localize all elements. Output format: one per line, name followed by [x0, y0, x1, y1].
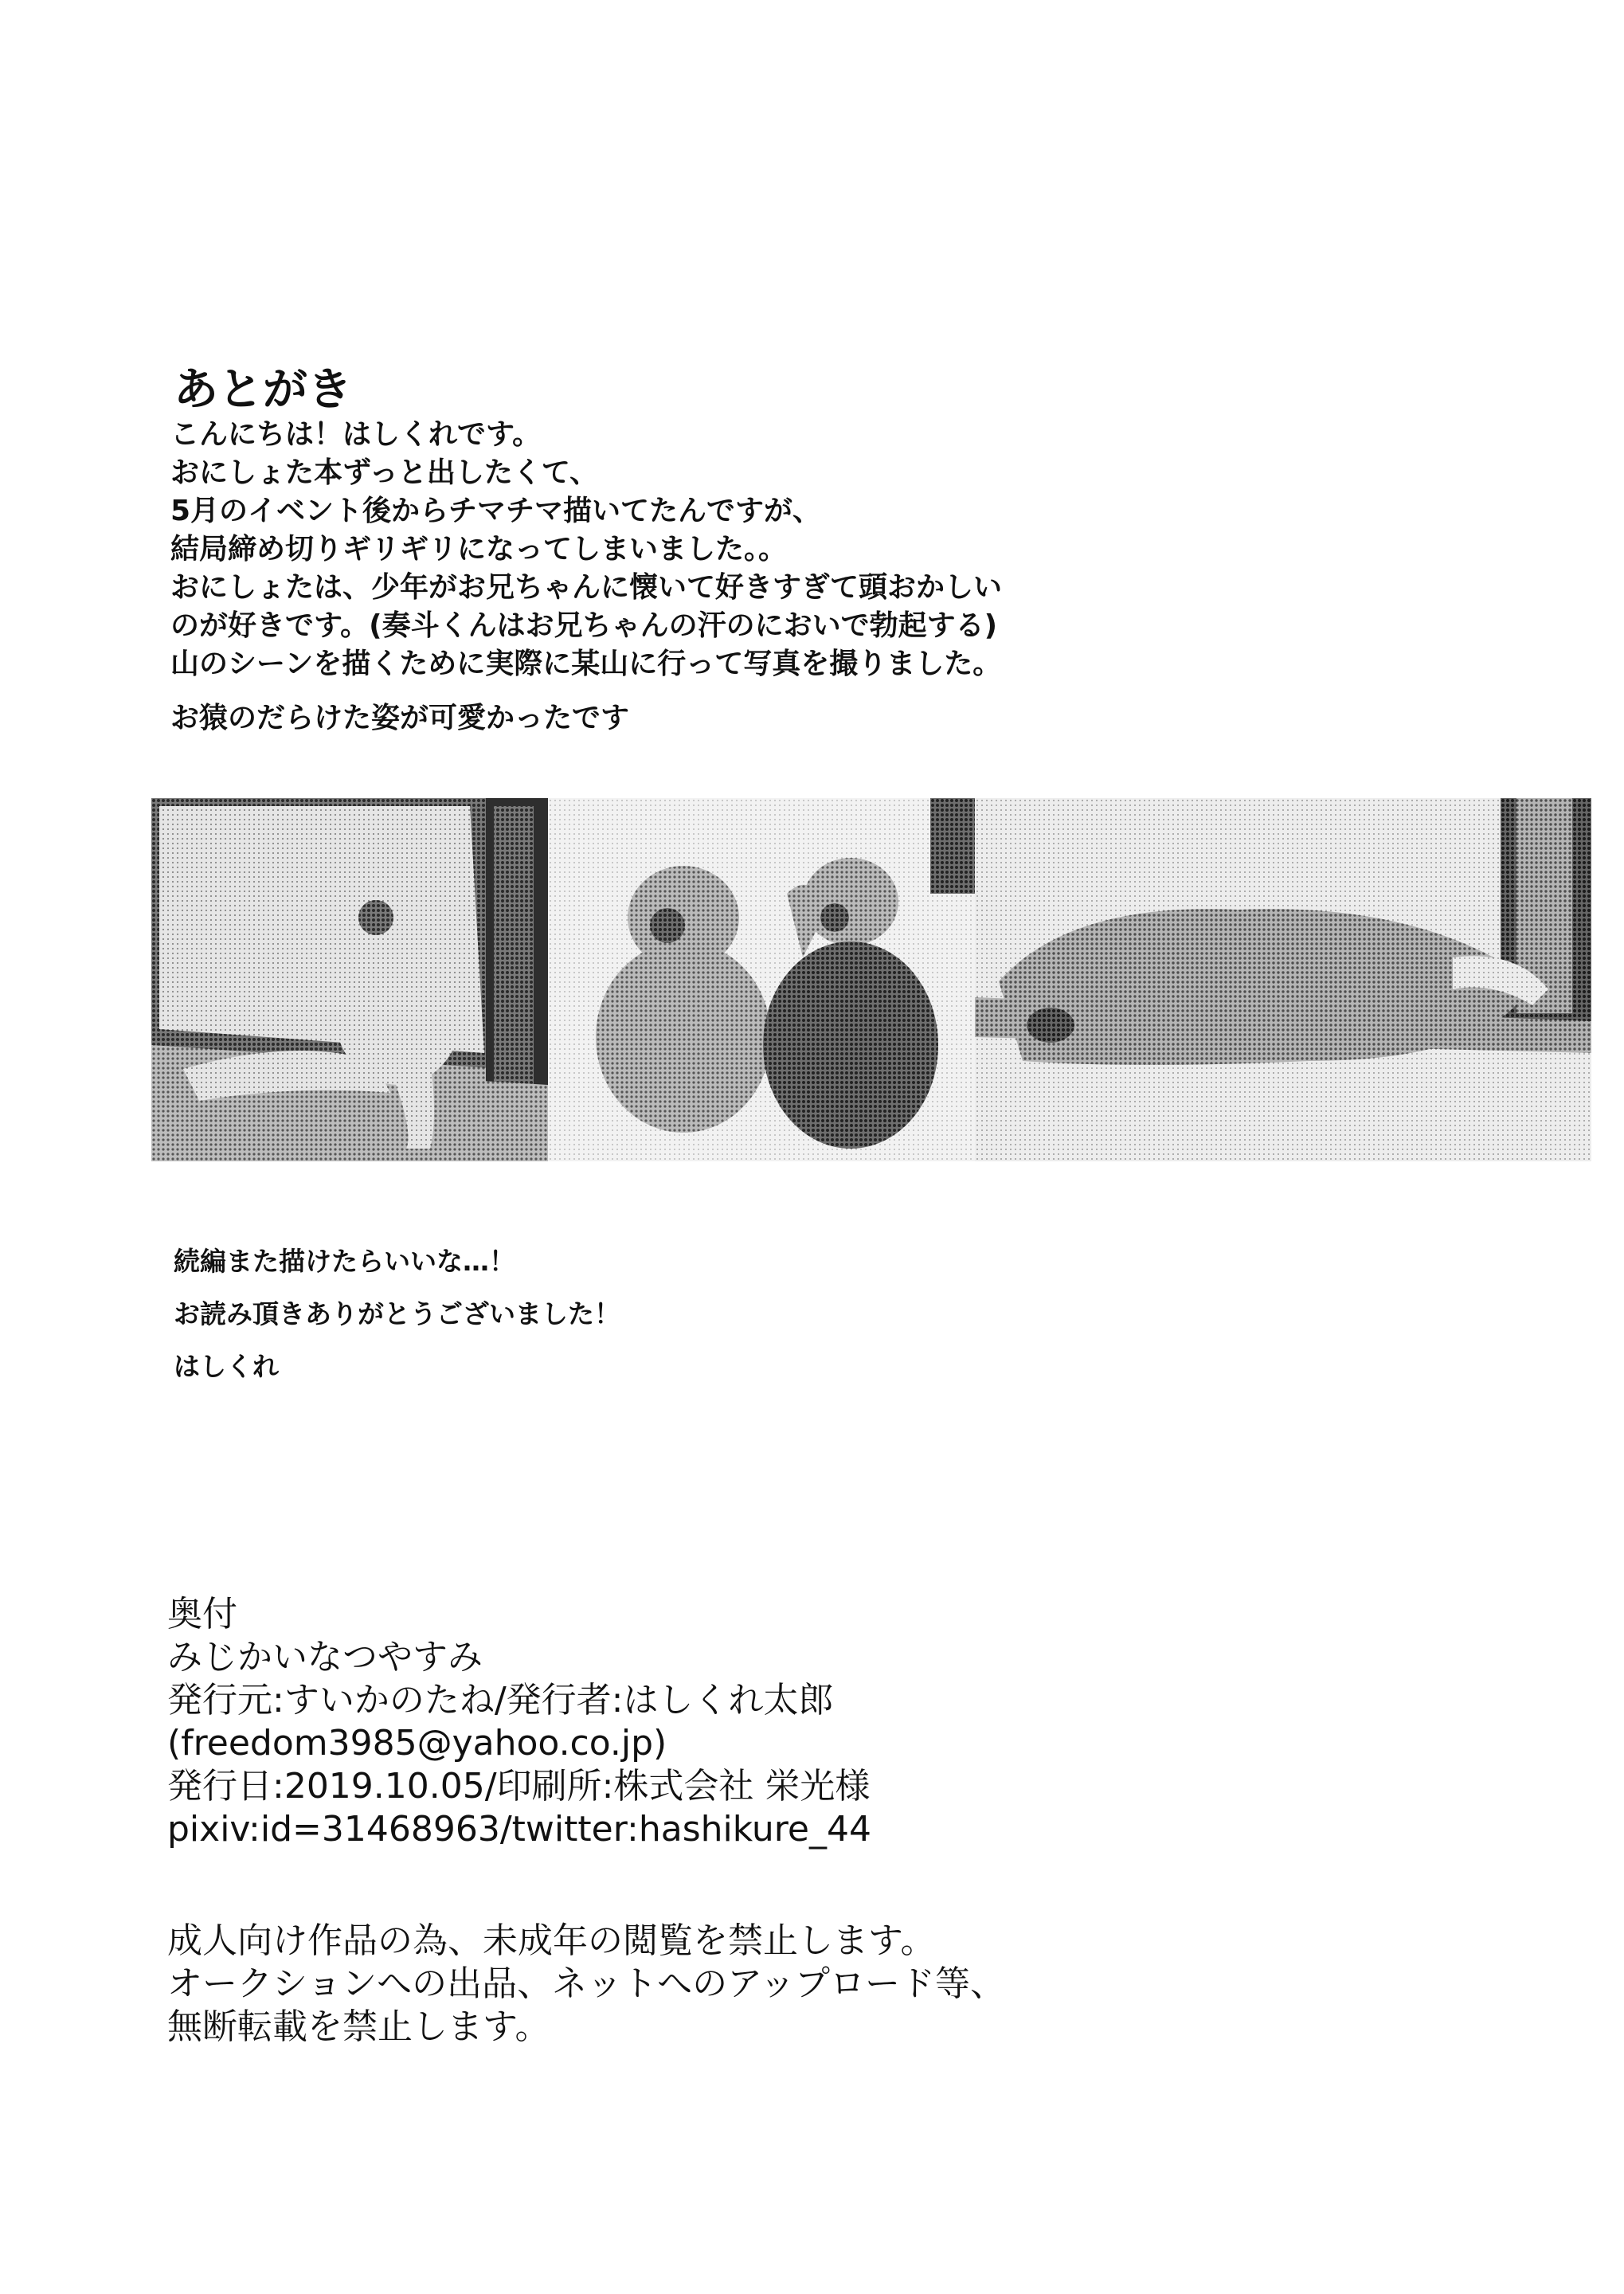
monkey-lying-photo	[975, 798, 1591, 1161]
legal-notice	[167, 1920, 1005, 2049]
grooming-monkeys-photo	[548, 798, 975, 1161]
afterword-line: こんにちは！はしくれです。	[170, 418, 542, 451]
social-ids-line: pixiv:id=31468963/twitter:hashikure_44	[167, 1809, 871, 1850]
afterword-line: 5月のイベント後からチマチマ描いてたんですが、	[170, 495, 822, 527]
afterword-line: 山のシーンを描くために実際に某山に行って写真を撮りました。	[170, 648, 1002, 680]
book-title: みじかいなつやすみ	[167, 1637, 483, 1677]
publication-date-line: 発行日:2019.10.05/印刷所:株式会社 栄光様	[167, 1766, 871, 1807]
colophon	[167, 1593, 871, 1851]
monkey-sitting-photo	[151, 798, 548, 1161]
afterword-line: のが好きです。(奏斗くんはお兄ちゃんの汗のにおいで勃起する)	[170, 609, 998, 642]
author-signature: はしくれ	[174, 1351, 279, 1382]
afterword-heading: あとがき	[174, 364, 352, 416]
afterword-line: おにしょた本ずっと出したくて、	[170, 456, 599, 489]
afterword-line: おにしょたは、少年がお兄ちゃんに懐いて好きすぎて頭おかしい	[170, 571, 1003, 604]
publisher-line: 発行元:すいかのたね/発行者:はしくれ太郎	[167, 1680, 834, 1720]
notice-line: オークションへの出品、ネットへのアップロード等、	[167, 1963, 1006, 2004]
afterword-body	[170, 416, 1002, 738]
closing-message	[174, 1244, 620, 1402]
notice-line: 無断転載を禁止します。	[167, 2006, 550, 2047]
closing-line: お読み頂きありがとうございました！	[174, 1298, 620, 1329]
afterword-line: お猿のだらけた姿が可愛かったです	[170, 702, 630, 734]
afterword-line: 結局締め切りギリギリになってしまいました。。	[170, 533, 788, 566]
contact-email: (freedom3985@yahoo.co.jp)	[167, 1723, 667, 1764]
closing-line: 続編また描けたらいいな…！	[174, 1246, 515, 1277]
photo-strip	[151, 798, 1591, 1161]
notice-line: 成人向け作品の為、未成年の閲覧を禁止します。	[167, 1920, 936, 1961]
colophon-heading: 奥付	[167, 1594, 237, 1634]
